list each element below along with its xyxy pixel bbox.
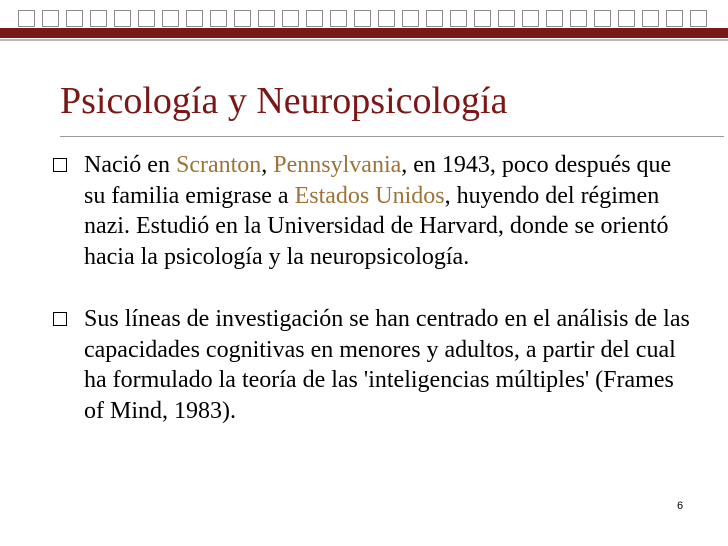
header-square-icon: [474, 10, 491, 27]
header-underline: [0, 39, 728, 41]
bullet-text: Sus líneas de investigación se han centrado en el análisis de las capacidades cognitivas en menores y adultos, a partir del cual ha formulado la teoría de las 'inteligencias múltiples' (Frames of Mind, 1983).: [84, 306, 690, 424]
bullet-item: [52, 150, 692, 272]
page-number: 6: [676, 500, 684, 512]
header-square-icon: [354, 10, 371, 27]
header-square-icon: [138, 10, 155, 27]
header-square-icon: [186, 10, 203, 27]
bullet-list: [52, 150, 692, 426]
header-bar: [0, 28, 728, 38]
header-square-icon: [378, 10, 395, 27]
header-square-icon: [546, 10, 563, 27]
header-square-icon: [426, 10, 443, 27]
link-pennsylvania[interactable]: Pennsylvania: [273, 152, 402, 178]
header-square-icon: [162, 10, 179, 27]
header-square-icon: [114, 10, 131, 27]
header-square-icon: [210, 10, 227, 27]
header-square-icon: [690, 10, 707, 27]
bullet-text: Nació en Scranton, Pennsylvania, en 1943, poco después que su familia emigrase a Estados Unidos, huyendo del régimen nazi. Estudió en la Universidad de Harvard, donde se orientó hacia la psicología y la neuropsicología.: [84, 152, 672, 270]
header-square-icon: [90, 10, 107, 27]
bullet-item: [52, 304, 692, 426]
header-square-icon: [594, 10, 611, 27]
header-square-icon: [450, 10, 467, 27]
link-scranton[interactable]: Scranton: [175, 152, 262, 178]
slide-title: Psicología y Neuropsicología: [60, 80, 508, 122]
title-divider: [60, 136, 724, 137]
header-square-icon: [66, 10, 83, 27]
header-square-icon: [618, 10, 635, 27]
header-square-icon: [258, 10, 275, 27]
header-square-icon: [42, 10, 59, 27]
header-square-icon: [282, 10, 299, 27]
header-square-icon: [18, 10, 35, 27]
header-square-icon: [666, 10, 683, 27]
header-square-icon: [330, 10, 347, 27]
hollow-square-icon: [53, 158, 67, 172]
hollow-square-icon: [53, 312, 67, 326]
header-square-icon: [402, 10, 419, 27]
header-square-icon: [234, 10, 251, 27]
header-square-icon: [306, 10, 323, 27]
header-square-icon: [570, 10, 587, 27]
link-estados-unidos[interactable]: Estados Unidos: [294, 182, 445, 209]
header-square-icon: [642, 10, 659, 27]
header-square-icon: [522, 10, 539, 27]
header-square-icon: [498, 10, 515, 27]
